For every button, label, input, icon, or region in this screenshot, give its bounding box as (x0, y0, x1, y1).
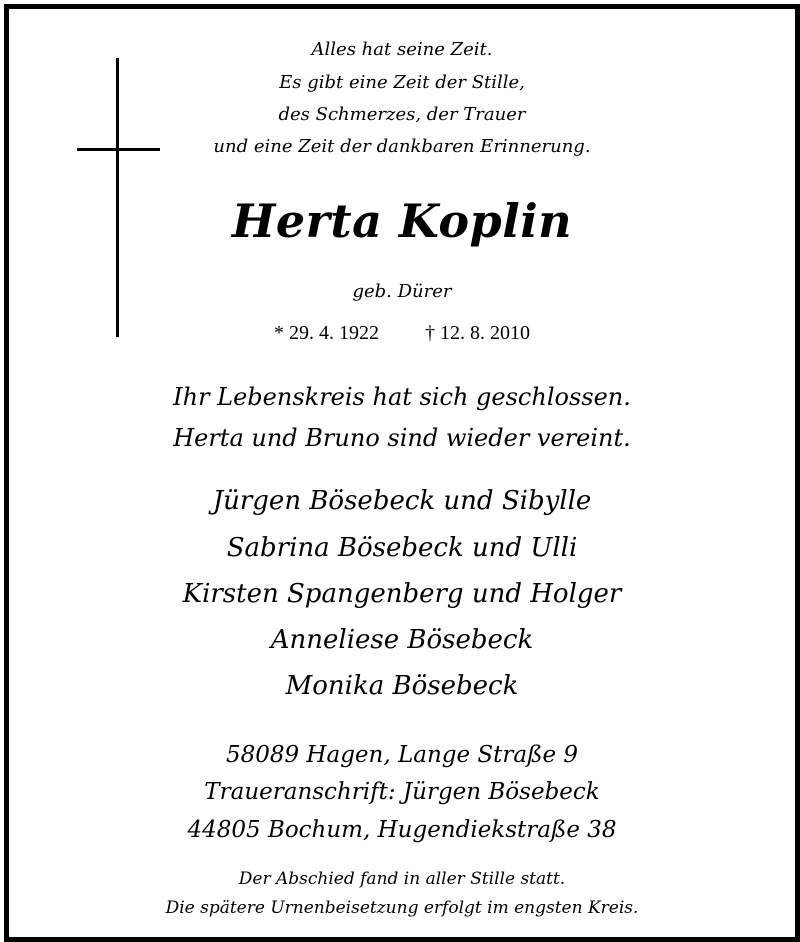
mourner-name: Kirsten Spangenberg und Holger (182, 579, 622, 609)
death-date: † 12. 8. 2010 (425, 322, 530, 344)
verse-line: Es gibt eine Zeit der Stille, (279, 72, 525, 93)
obituary-card (4, 4, 800, 942)
verse-line: Alles hat seine Zeit. (311, 39, 493, 60)
born-name: geb. Dürer (352, 281, 452, 302)
deceased-name: Herta Koplin (231, 194, 573, 248)
mourner-name: Anneliese Bösebeck (270, 625, 534, 655)
footer-line: Der Abschied fand in aller Stille statt. (238, 869, 566, 889)
mourner-name: Jürgen Bösebeck und Sibylle (212, 486, 592, 516)
address-line: Traueranschrift: Jürgen Bösebeck (204, 779, 600, 805)
mourner-name: Sabrina Bösebeck und Ulli (226, 533, 578, 563)
mourner-name: Monika Bösebeck (285, 671, 519, 701)
life-dates (9, 322, 795, 345)
footer-line: Die spätere Urnenbeisetzung erfolgt im engsten Kreis. (165, 898, 639, 918)
quote-line: Ihr Lebenskreis hat sich geschlossen. (173, 383, 631, 411)
address-line: 44805 Bochum, Hugendiekstraße 38 (187, 817, 617, 843)
quote-line: Herta und Bruno sind wieder vereint. (173, 424, 631, 452)
verse-line: des Schmerzes, der Trauer (278, 104, 526, 125)
birth-date: * 29. 4. 1922 (274, 322, 379, 344)
verse-line: und eine Zeit der dankbaren Erinnerung. (213, 136, 591, 157)
address-line: 58089 Hagen, Lange Straße 9 (225, 742, 579, 768)
